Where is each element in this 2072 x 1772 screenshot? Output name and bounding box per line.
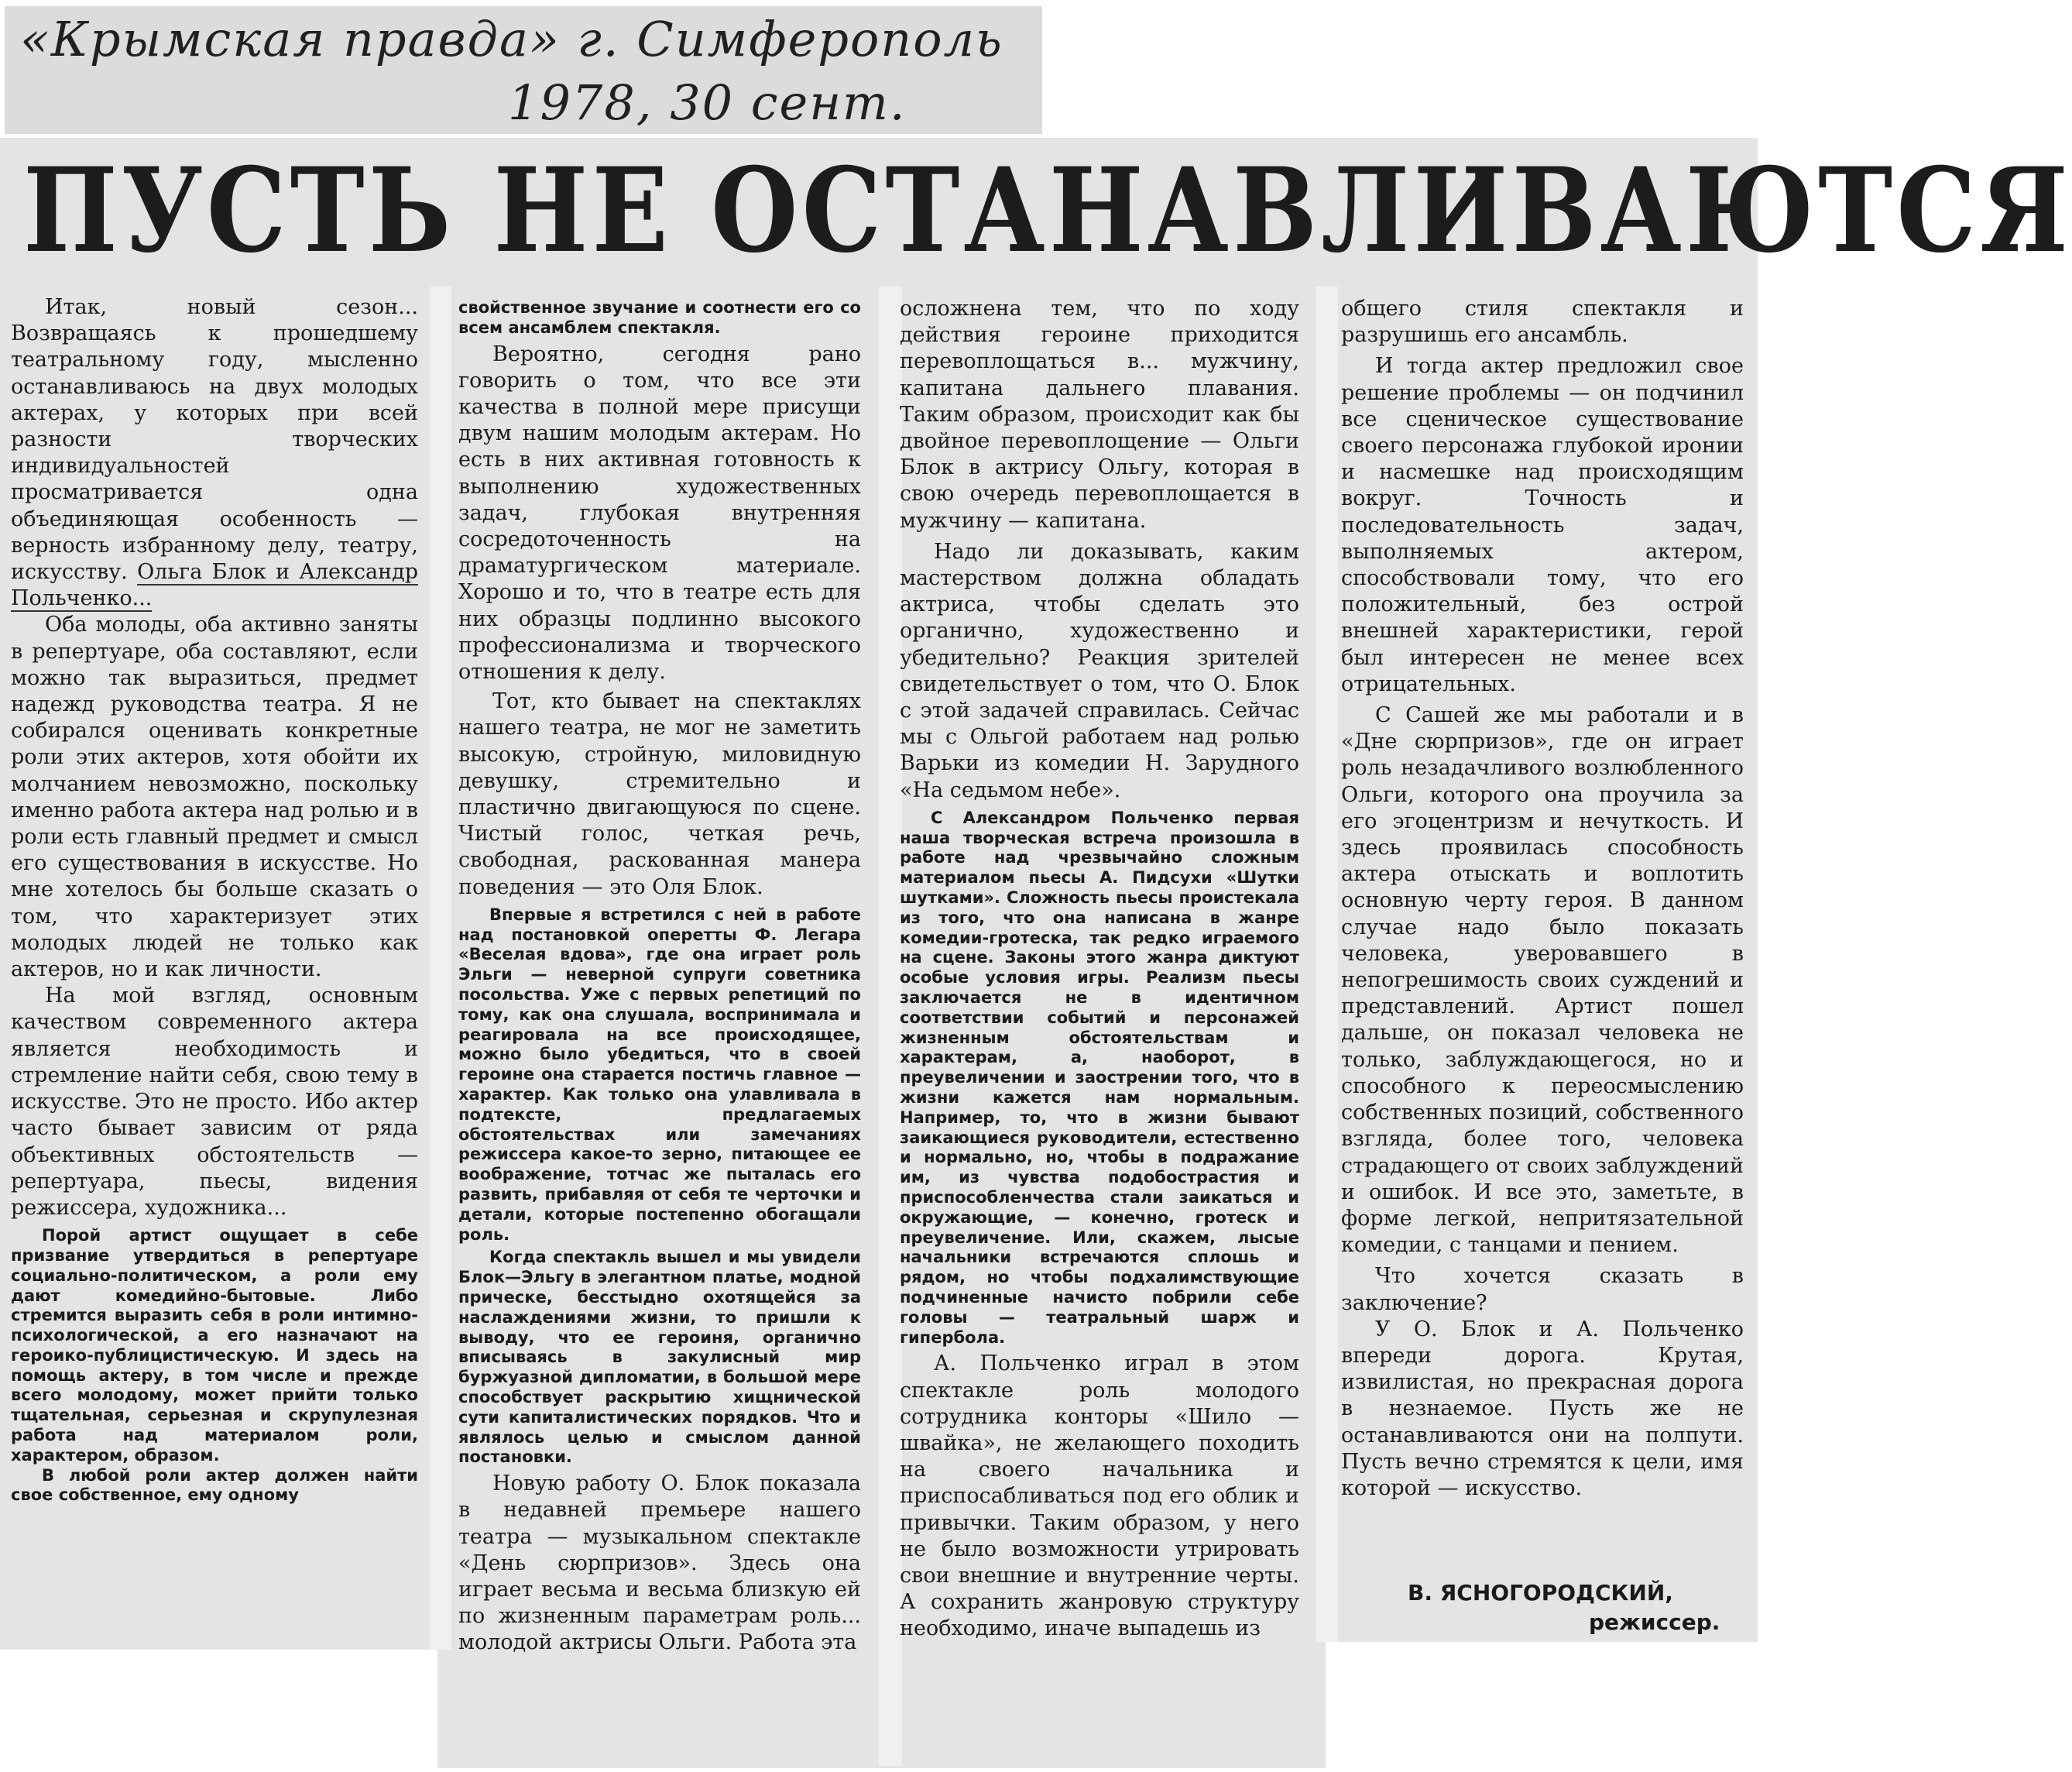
author-role: режиссер. [1589, 1609, 1720, 1635]
author-name: В. ЯСНОГОРОДСКИЙ, [1408, 1580, 1673, 1605]
paragraph: Оба молоды, оба активно заняты в репертуаре, оба составляют, если можно так выразиться, предмет надежд руководства театра. Я не собирался оценивать конкретные роли этих актеров, хотя обойти их молчанием невозможно, поскольку именно работа актера над ролью и в роли есть главный предмет и смысл его существования в искусстве. Но мне хотелось бы больше сказать о том, что характеризует этих молодых людей не только как актеров, но и как личности. [11, 613, 418, 982]
paragraph: общего стиля спектакля и разрушишь его ансамбль. [1341, 297, 1744, 348]
paragraph: И тогда актер предложил свое решение проблемы — он подчинил все сценическое существование своего персонажа глубокой иронии и насмешке над происходящим вокруг. Точность и последовательность задач, выполняемых актером, способствовали тому, что его положительный, без острой внешней характеристики, герой был интересен не менее всех отрицательных. [1341, 354, 1744, 696]
paragraph: На мой взгляд, основным качеством современного актера является необходимость и стремление найти себя, свою тему в искусстве. Это не просто. Ибо актер часто бывает зависим от ряда объективных обстоятельств — репертуара, пьесы, видения режиссера, художника... [11, 984, 418, 1220]
small-paragraph: Когда спектакль вышел и мы увидели Блок—Эльгу в элегантном платье, модной прическе, бесстыдно охотящейся за наслаждениями жизни, то пришли к выводу, что ее героиня, органично вписываясь в закулисный мир буржуазной дипломатии, в большой мере способствует раскрытию хищнической сути капиталистических порядков. Что и являлось целью и смыслом данной постановки. [458, 1248, 861, 1467]
fold-stripe [879, 287, 902, 1766]
small-paragraph: В любой роли актер должен найти свое собственное, ему одному [11, 1465, 418, 1505]
paragraph: осложнена тем, что по ходу действия героине приходится перевоплощаться в... мужчину, капитана дальнего плавания. Таким образом, происходит как бы двойное перевоплощение — Ольги Блок в актрису Ольгу, которая в свою очередь перевоплощается в мужчину — капитана. [900, 297, 1299, 533]
column-1 [11, 294, 418, 1506]
column-4 [1341, 296, 1744, 1502]
fold-stripe [1316, 287, 1338, 1642]
paragraph-text: Итак, новый сезон... Возвращаясь к прошедшему театральному году, мысленно останавливаюсь на двух молодых актерах, у которых при всей разности творческих индивидуальностей просматривается одна объединяющая особенность — верность избранному делу, театру, искусству. [11, 295, 418, 585]
cut-edge [1326, 1642, 1763, 1772]
paragraph: У О. Блок и А. Польченко впереди дорога. Крутая, извилистая, но прекрасная дорога в незнаемое. Пусть же не останавливаются они на полпути. Пусть вечно стремятся к цели, имя которой — искусство. [1341, 1317, 1744, 1500]
small-paragraph: Впервые я встретился с ней в работе над постановкой оперетты Ф. Легара «Веселая вдова», где она играет роль Эльги — неверной супруги советника посольства. Уже с первых репетиций по тому, как она слушала, воспринимала и реагировала на все происходящее, можно было убедиться, что в своей героине она старается постичь главное — характер. Как только она улавливала в подтексте, предлагаемых обстоятельствах или замечаниях режиссера какое-то зерно, питающее ее воображение, тотчас же пыталась его развить, прибавляя от себя те черточки и детали, которые постепенно обогащали роль. [458, 905, 861, 1244]
cut-edge [0, 1650, 437, 1772]
paragraph: Вероятно, сегодня рано говорить о том, что все эти качества в полной мере присущи двум нашим молодым актерам. Но есть в них активная готовность к выполнению художественных задач, глубокая внутренняя сосредоточенность на драматургическом материале. Хорошо и то, что в театре есть для них образцы подлинно высокого профессионализма и творческого отношения к делу. [458, 342, 861, 685]
headline: ПУСТЬ НЕ ОСТАНАВЛИВАЮТСЯ [23, 143, 2072, 279]
handwritten-source: «Крымская правда» г. Симферополь [20, 11, 1003, 67]
paragraph: А. Польченко играл в этом спектакле роль молодого сотрудника конторы «Шило — швайка», не желающего походить на своего начальника и приспосабливаться под его облик и привычки. Таким образом, у него не было возможности утрировать свои внешние и внутренние черты. А сохранить жанровую структуру необходимо, иначе выпадешь из [900, 1351, 1299, 1641]
paragraph [11, 294, 418, 612]
paragraph: С Сашей же мы работали и в «Дне сюрпризов», где он играет роль незадачливого возлюбленного Ольги, которого она проучила за его эгоцентризм и нечуткость. И здесь проявилась способность актера отыскать и воплотить основную черту героя. В данном случае надо было показать человека, уверовавшего в непогрешимость своих суждений и представлений. Артист пошел дальше, он показал человека не только, заблуждающегося, но и способного к переосмыслению собственных позиций, собственного взгляда, более того, человека страдающего от своих заблуждений и ошибок. И все это, заметьте, в форме легкой, непритязательной комедии, с танцами и пением. [1341, 703, 1744, 1258]
paragraph: Тот, кто бывает на спектаклях нашего театра, не мог не заметить высокую, стройную, миловидную девушку, стремительно и пластично двигающуюся по сцене. Чистый голос, четкая речь, свободная, раскованная манера поведения — это Оля Блок. [458, 689, 861, 899]
fold-stripe [430, 287, 451, 1650]
small-paragraph: С Александром Польченко первая наша творческая встреча произошла в работе над чрезвычайно сложным материалом пьесы А. Пидсухи «Шутки шутками». Сложность пьесы проистекала из того, что она написана в жанре комедии-гротеска, так редко играемого на сцене. Законы этого жанра диктуют особые условия игры. Реализм пьесы заключается не в идентичном соответствии событий и персонажей жизненным обстоятельствам и характерам, а, наоборот, в преувеличении и заострении того, что в жизни кажется нам нормальным. Например, то, что в жизни бывают заикающиеся руководители, естественно и нормально, но, чтобы в подражание им, из чувства подобострастия и приспособленчества стали заикаться и окружающие, — конечно, гротеск и преувеличение. Или, скажем, лысые начальники встречаются сплошь и рядом, но чтобы подхалимствующие подчиненные начисто побрили себе головы — театральный шарж и гипербола. [900, 808, 1299, 1347]
underlined-names: Ольга Блок и Александр Польченко... [11, 560, 418, 611]
paragraph: Надо ли доказывать, каким мастерством должна обладать актриса, чтобы сделать это органично, художественно и убедительно? Реакция зрителей свидетельствует о том, что О. Блок с этой задачей справилась. Сейчас мы с Ольгой работаем над ролью Варьки из комедии Н. Зарудного «На седьмом небе». [900, 539, 1299, 802]
small-paragraph: свойственное звучание и соотнести его со всем ансамблем спектакля. [458, 298, 861, 337]
paragraph: Новую работу О. Блок показала в недавней премьере нашего театра — музыкальном спектакле «День сюрпризов». Здесь она играет весьма и весьма близкую ей по жизненным параметрам роль... молодой актрисы Ольги. Работа эта [458, 1472, 861, 1655]
column-2 [458, 298, 861, 1657]
paragraph: Что хочется сказать в заключение? [1341, 1264, 1744, 1315]
column-3 [900, 296, 1299, 1643]
handwritten-note [5, 6, 1042, 134]
small-paragraph: Порой артист ощущает в себе призвание утвердиться в репертуаре социально-политическом, а роли ему дают комедийно-бытовые. Либо стремится выразить себя в роли интимно-психологической, а его назначают на героико-публицистическую. И здесь на помощь актеру, в том числе и прежде всего молодому, может прийти только тщательная, серьезная и скрупулезная работа над материалом роли, характером, образом. [11, 1226, 418, 1465]
handwritten-date: 1978, 30 сент. [508, 74, 907, 131]
